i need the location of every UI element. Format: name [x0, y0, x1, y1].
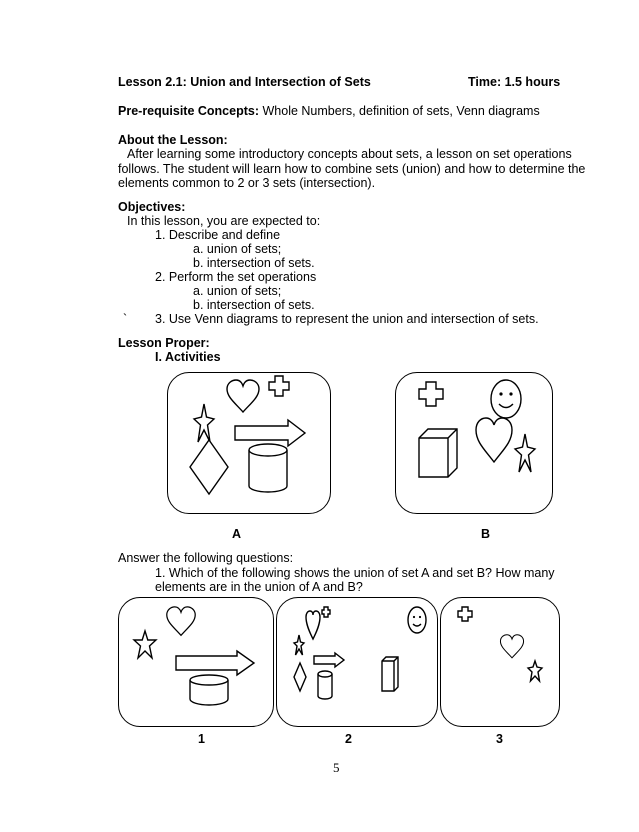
- objectives-heading: Objectives:: [118, 200, 186, 214]
- stray-tick: `: [123, 312, 128, 326]
- set-b-label: B: [481, 527, 491, 541]
- objectives-intro: In this lesson, you are expected to:: [127, 214, 321, 228]
- star-icon: [133, 630, 157, 660]
- cube-icon: [418, 428, 458, 478]
- cylinder-icon: [248, 443, 288, 493]
- lesson-proper-heading: Lesson Proper:: [118, 336, 210, 350]
- set-b-box: [395, 372, 553, 514]
- heart-icon: [225, 379, 261, 415]
- prerequisite-text: Whole Numbers, definition of sets, Venn diagrams: [259, 104, 540, 118]
- set-a-box: [167, 372, 331, 514]
- arrow-icon: [175, 650, 255, 676]
- question-1-line-1: 1. Which of the following shows the union of set A and set B? How many: [155, 566, 555, 580]
- cylinder-icon: [317, 670, 333, 700]
- option-3-label: 3: [496, 732, 503, 746]
- cylinder-icon: [189, 674, 229, 706]
- about-line-1: After learning some introductory concepts about sets, a lesson on set operations: [127, 147, 572, 161]
- objective-1b: b. intersection of sets.: [193, 256, 315, 270]
- lesson-title: Lesson 2.1: Union and Intersection of Sets: [118, 75, 371, 89]
- about-heading: About the Lesson:: [118, 133, 228, 147]
- heart-icon: [305, 610, 321, 640]
- diamond-icon: [293, 662, 307, 692]
- star-icon: [293, 634, 305, 656]
- objective-2: 2. Perform the set operations: [155, 270, 317, 284]
- cross-icon: [268, 375, 290, 397]
- option-1-box: [118, 597, 274, 727]
- set-a-label: A: [232, 527, 242, 541]
- cube-icon: [381, 656, 399, 692]
- prerequisite-line: [118, 104, 540, 119]
- cross-icon: [418, 381, 444, 407]
- objective-1a: a. union of sets;: [193, 242, 282, 256]
- cross-icon: [457, 606, 473, 622]
- smiley-face-icon: [490, 379, 522, 419]
- star-icon: [527, 660, 543, 682]
- about-line-3: elements common to 2 or 3 sets (intersection).: [118, 176, 376, 190]
- diamond-icon: [189, 439, 229, 495]
- about-line-2: follows. The student will learn how to combine sets (union) and how to determine the: [118, 162, 586, 176]
- cross-icon: [321, 606, 331, 618]
- star-icon: [514, 433, 536, 473]
- heart-icon: [499, 634, 525, 660]
- smiley-face-icon: [407, 606, 427, 634]
- questions-intro: Answer the following questions:: [118, 551, 294, 565]
- page-number: 5: [333, 760, 340, 775]
- star-icon: [193, 403, 215, 443]
- objective-2b: b. intersection of sets.: [193, 298, 315, 312]
- option-2-label: 2: [345, 732, 352, 746]
- question-1-line-2: elements are in the union of A and B?: [155, 580, 363, 594]
- prerequisite-label: Pre-requisite Concepts:: [118, 104, 260, 118]
- option-3-box: [440, 597, 560, 727]
- option-2-box: [276, 597, 438, 727]
- objective-3: 3. Use Venn diagrams to represent the union and intersection of sets.: [155, 312, 539, 326]
- arrow-icon: [313, 652, 345, 668]
- lesson-time: Time: 1.5 hours: [468, 75, 561, 89]
- option-1-label: 1: [198, 732, 205, 746]
- objective-1: 1. Describe and define: [155, 228, 281, 242]
- activities-heading: I. Activities: [155, 350, 221, 364]
- objective-2a: a. union of sets;: [193, 284, 282, 298]
- heart-icon: [165, 606, 197, 638]
- heart-icon: [474, 417, 514, 463]
